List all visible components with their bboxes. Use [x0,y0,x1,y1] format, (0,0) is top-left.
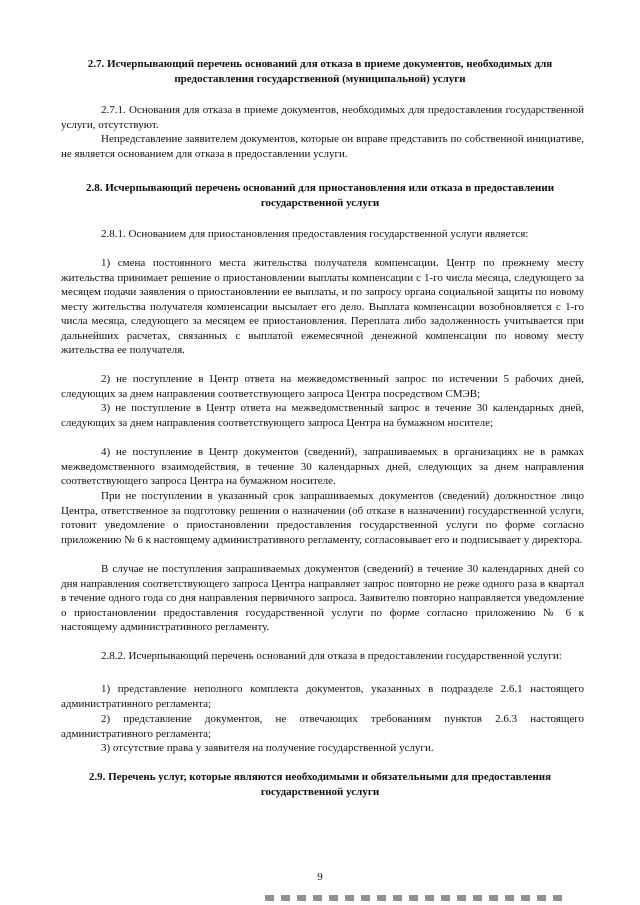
refusal-item-3-no-right: 3) отсутствие права у заявителя на получение государственной услуги. [101,742,434,754]
section-2-8-heading: 2.8. Исчерпывающий перечень оснований для приостановления или отказа в предоставлении государственной услуги [85,182,555,209]
list-item-3-no-response-paper: 3) не поступление в Центр ответа на межведомственный запрос в течение 30 календарных дней, следующих за днем направления соответствующего запроса Центра на бумажном носителе; [61,402,584,429]
list-item-2-no-response-smev: 2) не поступление в Центр ответа на межведомственный запрос по истечении 5 рабочих дней, следующих за днем направления соответствующего запроса Центра посредством СМЭВ; [61,373,584,400]
paragraph-2-8-1: 2.8.1. Основанием для приостановления предоставления государственной услуги является: [101,228,529,240]
paragraph-non-submission: Непредставление заявителем документов, которые он вправе представить по собственной инициативе, не является основанием для отказа в предоставлении услуги. [61,133,584,160]
refusal-item-2-noncompliant-documents: 2) представление документов, не отвечающих требованиям пунктов 2.6.3 настоящего административного регламента; [61,713,584,740]
section-2-9-heading: 2.9. Перечень услуг, которые являются необходимыми и обязательными для предоставления государственной услуги [88,771,552,798]
paragraph-repeat-request: В случае не поступления запрашиваемых документов (сведений) в течение 30 календарных дней со дня направления соответствующего запроса Центра направляет запрос повторно не реже одного раза в квартал в течение одного года со дня направления первичного запроса. Заявителю повторно направляется уведомление о приостановлении предоставления государственной услуги по форме согласно приложению № 6 к настоящему административного регламенту. [61,563,584,633]
paragraph-2-8-2: 2.8.2. Исчерпывающий перечень оснований для отказа в предоставлении государственной услуги: [101,650,562,662]
list-item-4-no-documents: 4) не поступление в Центр документов (сведений), запрашиваемых в организациях не в рамках межведомственного взаимодействия, в течение 30 календарных дней, следующих за днем направления соответствующего запроса Центра на бумажном носителе. [61,446,584,487]
page-number: 9 [317,871,323,883]
section-2-7-heading: 2.7. Исчерпывающий перечень оснований для отказа в приеме документов, необходимых для предоставления государственной (муниципальной) услуги [87,58,553,85]
refusal-item-1-incomplete-set: 1) представление неполного комплекта документов, указанных в подразделе 2.6.1 настоящего административного регламента; [61,683,584,710]
scan-artifact [265,895,565,901]
paragraph-2-7-1: 2.7.1. Основания для отказа в приеме документов, необходимых для предоставления государственной услуги, отсутствуют. [61,104,584,131]
list-item-1-change-residence: 1) смена постоянного места жительства получателя компенсации. Центр по прежнему месту жительства принимает решение о приостановлении выплаты компенсации с 1-го числа месяца, следующего за месяцем подачи заявления о приостановлении ее выплаты, и по запросу органа социальной защиты по новому месту жительства получателя компенсации высылает его дело. Выплата компенсации возобновляется с 1-го числа месяца, следующего за месяцем ее приостановления. Переплата либо задолженность учитывается при дальнейших расчетах, связанных с выплатой ежемесячной денежной компенсации по новому месту жительства ее получателя. [61,257,584,356]
paragraph-notification-preparation: При не поступлении в указанный срок запрашиваемых документов (сведений) должностное лицо Центра, ответственное за подготовку решения о назначении (об отказе в назначении) государственной услуги, готовит уведомление о приостановлении предоставления государственной услуги по форме согласно приложению № 6 к настоящему административного регламенту, согласовывает его и подписывает у директора. [61,490,584,546]
